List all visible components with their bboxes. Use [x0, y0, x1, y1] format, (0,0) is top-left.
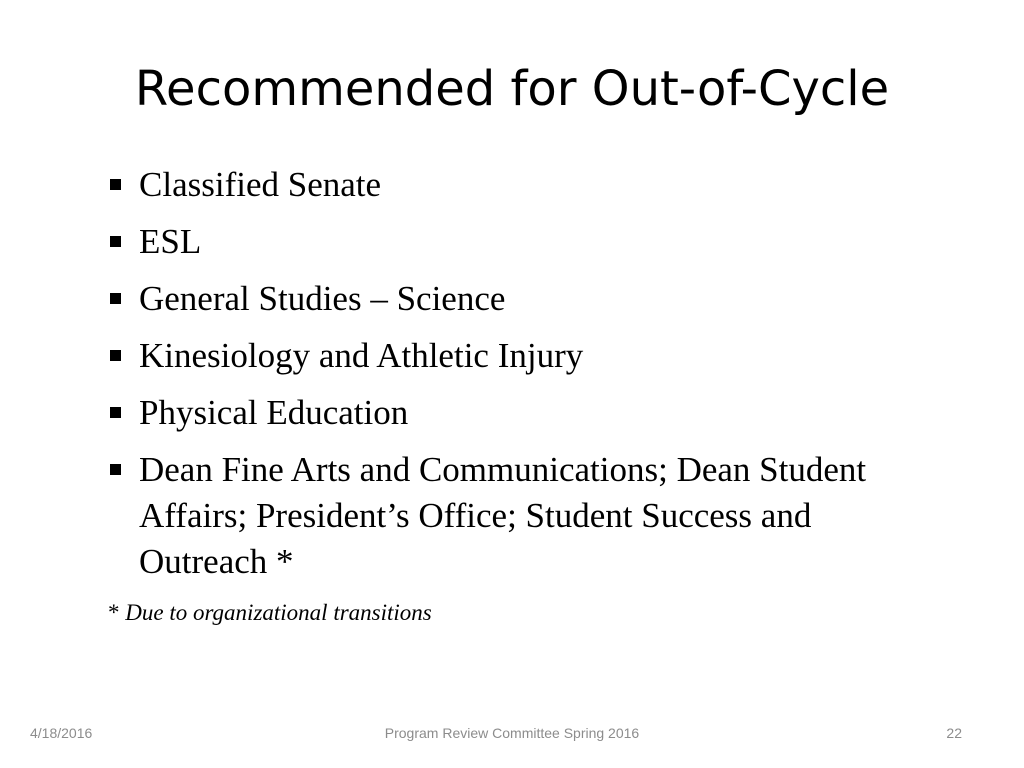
- page-number: 22: [946, 725, 962, 741]
- square-bullet-icon: [110, 407, 121, 418]
- bullet-text: Classified Senate: [139, 165, 382, 204]
- square-bullet-icon: [110, 350, 121, 361]
- bullet-text: Kinesiology and Athletic Injury: [139, 336, 584, 375]
- square-bullet-icon: [110, 293, 121, 304]
- square-bullet-icon: [110, 179, 121, 190]
- bullet-item: [108, 333, 908, 379]
- bullet-text: Physical Education: [139, 393, 409, 432]
- bullet-list: [108, 162, 908, 596]
- bullet-item: [108, 447, 908, 585]
- bullet-item: [108, 390, 908, 436]
- bullet-item: [108, 276, 908, 322]
- square-bullet-icon: [110, 236, 121, 247]
- bullet-text: General Studies – Science: [139, 279, 506, 318]
- footer-date: 4/18/2016: [30, 725, 93, 741]
- square-bullet-icon: [110, 464, 121, 475]
- bullet-text: Dean Fine Arts and Communications; Dean Student Affairs; President’s Office; Student Success and Outreach *: [139, 450, 867, 581]
- slide-title: Recommended for Out-of-Cycle: [134, 61, 890, 117]
- footer-title: Program Review Committee Spring 2016: [384, 725, 640, 741]
- footnote: [108, 598, 432, 628]
- footnote-text: Due to organizational transitions: [125, 600, 432, 625]
- bullet-text: ESL: [139, 222, 202, 261]
- footnote-marker: *: [108, 600, 120, 625]
- bullet-item: [108, 162, 908, 208]
- bullet-item: [108, 219, 908, 265]
